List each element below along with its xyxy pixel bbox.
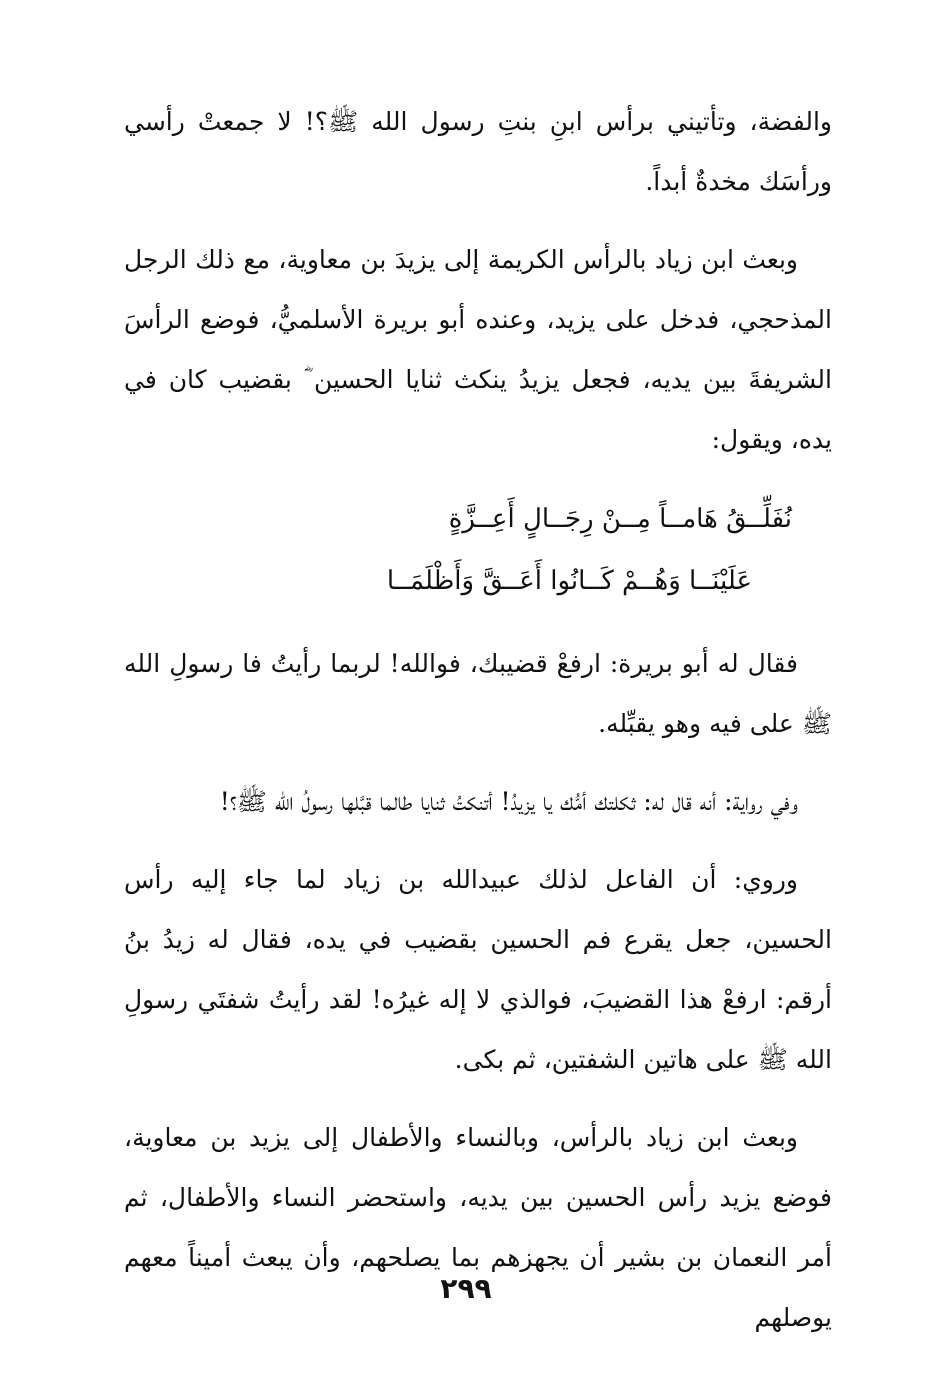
page-number: ٢٩٩	[440, 1272, 492, 1305]
paragraph-continuation: والفضة، وتأتيني برأس ابنِ بنتِ رسول الله ﷺ؟! لا جمعتْ رأسي ورأسَك مخدةٌ أبداً.	[124, 107, 832, 196]
paragraph-abu-barira: فقال له أبو بريرة: ارفعْ قضيبك، فوالله! لربما رأيتُ فا رسولِ الله ﷺ على فيه وهو يقبِّله.	[124, 649, 832, 738]
paragraph-women-children: وبعث ابن زياد بالرأس، وبالنساء والأطفال إلى يزيد بن معاوية، فوضع يزيد رأس الحسين بين يديه، واستحضر النساء والأطفال، ثم أمر النعمان بن بشير أن يجهزهم بما يصلحهم، وأن يبعث أميناً معهم يوصلهم	[124, 1123, 832, 1332]
page-text	[124, 92, 832, 1366]
poem-line-1: نُفَلِّــقُ هَامــاً مِــنْ رِجَــالٍ أَعِــزَّةٍ	[448, 504, 792, 534]
paragraph-zayd-arqam: وروي: أن الفاعل لذلك عبيدالله بن زياد لما جاء إليه رأس الحسين، جعل يقرع فم الحسين بقضيب في يده، فقال له زيدُ بنُ أرقم: ارفعْ هذا القضيبَ، فوالذي لا إله غيرُه! لقد رأيتُ شفتَي رسولِ الله ﷺ على هاتين الشفتين، ثم بكى.	[124, 865, 832, 1074]
poem-line-2: عَلَيْنَــا وَهُــمْ كَــانُوا أَعَــقَّ وَأَظْلَمَــا	[386, 566, 752, 596]
paragraph-riwaya: وفي رواية: أنه قال له: ثكلتك أمُّك يا يزيدُ! أتنكتُ ثنايا طالما قبَّلها رسولُ الله ﷺ؟!	[219, 787, 798, 816]
poem-verse	[124, 488, 832, 612]
paragraph-head-sent: وبعث ابن زياد بالرأس الكريمة إلى يزيدَ بن معاوية، مع ذلك الرجل المذحجي، فدخل على يزيد، وعنده أبو بريرة الأسلميُّ، فوضع الرأسَ الشريفةَ بين يديه، فجعل يزيدُ ينكث ثنايا الحسين ؓ بقضيب كان في يده، ويقول:	[124, 245, 832, 454]
